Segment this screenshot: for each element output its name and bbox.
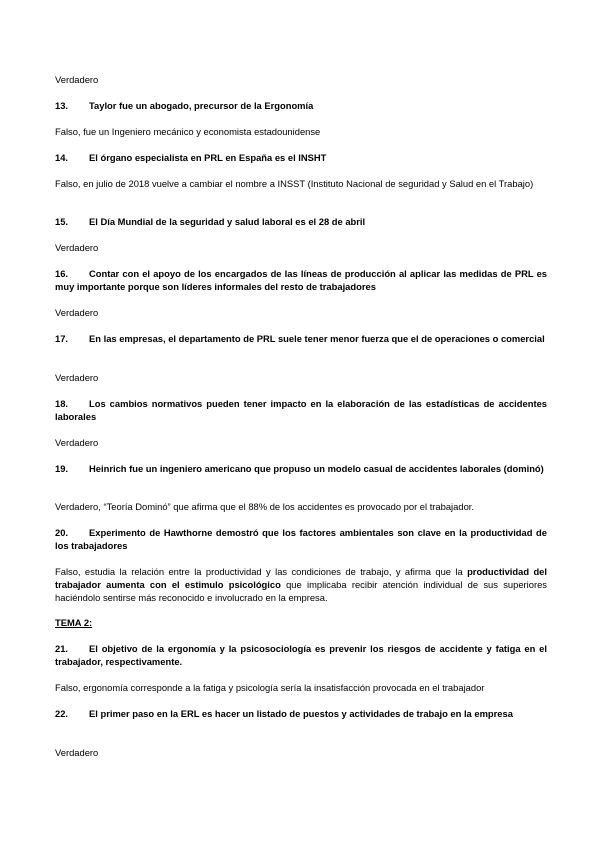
- question-text: Taylor fue un abogado, precursor de la Ergonomía: [89, 100, 314, 111]
- answer-15: Verdadero: [55, 242, 99, 253]
- answer-16: Verdadero: [55, 307, 99, 318]
- question-number: 18.: [55, 398, 69, 409]
- question-20: [55, 526, 547, 552]
- question-number: 19.: [55, 463, 69, 474]
- answer-19: Verdadero, “Teoría Dominó” que afirma que el 88% de los accidentes es provocado por el trabajador.: [55, 501, 474, 512]
- question-18: [55, 397, 547, 423]
- section-heading-tema-2: TEMA 2:: [55, 617, 93, 628]
- answer-12: Verdadero: [55, 74, 99, 85]
- answer-text-emphasis: productividad del trabajador aumenta con el estimulo psicológico: [55, 566, 547, 590]
- question-text: El objetivo de la ergonomía y la psicosociología es prevenir los riesgos de accidente y fatiga en el trabajador, respectivamente.: [55, 643, 547, 667]
- question-19: [55, 462, 547, 475]
- question-number: 13.: [55, 100, 69, 111]
- question-text: Heinrich fue un ingeniero americano que propuso un modelo casual de accidentes laborales (dominó): [89, 463, 544, 474]
- answer-13: Falso, fue un Ingeniero mecánico y economista estadounidense: [55, 126, 321, 137]
- question-text: En las empresas, el departamento de PRL suele tener menor fuerza que el de operaciones o comercial: [89, 333, 545, 344]
- question-21: [55, 642, 547, 668]
- question-text: Los cambios normativos pueden tener impacto en la elaboración de las estadísticas de accidentes laborales: [55, 398, 547, 422]
- question-17: [55, 332, 547, 345]
- question-text: El primer paso en la ERL es hacer un listado de puestos y actividades de trabajo en la empresa: [89, 708, 513, 719]
- answer-18: Verdadero: [55, 437, 99, 448]
- question-16: [55, 267, 547, 293]
- question-22: [55, 707, 547, 720]
- question-number: 16.: [55, 268, 69, 279]
- answer-text: Falso, estudia la relación entre la productividad y las condiciones de trabajo, y afirma que la: [55, 566, 468, 577]
- question-text: El órgano especialista en PRL en España es el INSHT: [89, 152, 327, 163]
- question-text: Experimento de Hawthorne demostró que los factores ambientales son clave en la productividad de los trabajadores: [55, 527, 547, 551]
- answer-20: [55, 565, 547, 604]
- question-number: 15.: [55, 216, 69, 227]
- answer-text: que implicaba recibir atención individual de sus superiores haciéndolo sentirse más reconocido e involucrado en la empresa.: [55, 579, 547, 603]
- answer-14: Falso, en julio de 2018 vuelve a cambiar el nombre a INSST (Instituto Nacional de seguridad y Salud en el Trabajo): [55, 178, 534, 189]
- question-number: 21.: [55, 643, 69, 654]
- question-number: 17.: [55, 333, 69, 344]
- question-number: 22.: [55, 708, 69, 719]
- answer-22: Verdadero: [55, 747, 99, 758]
- answer-17: Verdadero: [55, 372, 99, 383]
- question-15: [55, 215, 547, 228]
- question-14: [55, 151, 547, 164]
- question-text: El Día Mundial de la seguridad y salud laboral es el 28 de abril: [89, 216, 366, 227]
- answer-21: Falso, ergonomía corresponde a la fatiga y psicología sería la insatisfacción provocada en el trabajador: [55, 682, 485, 693]
- question-text: Contar con el apoyo de los encargados de las líneas de producción al aplicar las medidas de PRL es muy importante porque son líderes informales del resto de trabajadores: [55, 268, 547, 292]
- question-number: 14.: [55, 152, 69, 163]
- question-number: 20.: [55, 527, 69, 538]
- question-13: [55, 99, 547, 112]
